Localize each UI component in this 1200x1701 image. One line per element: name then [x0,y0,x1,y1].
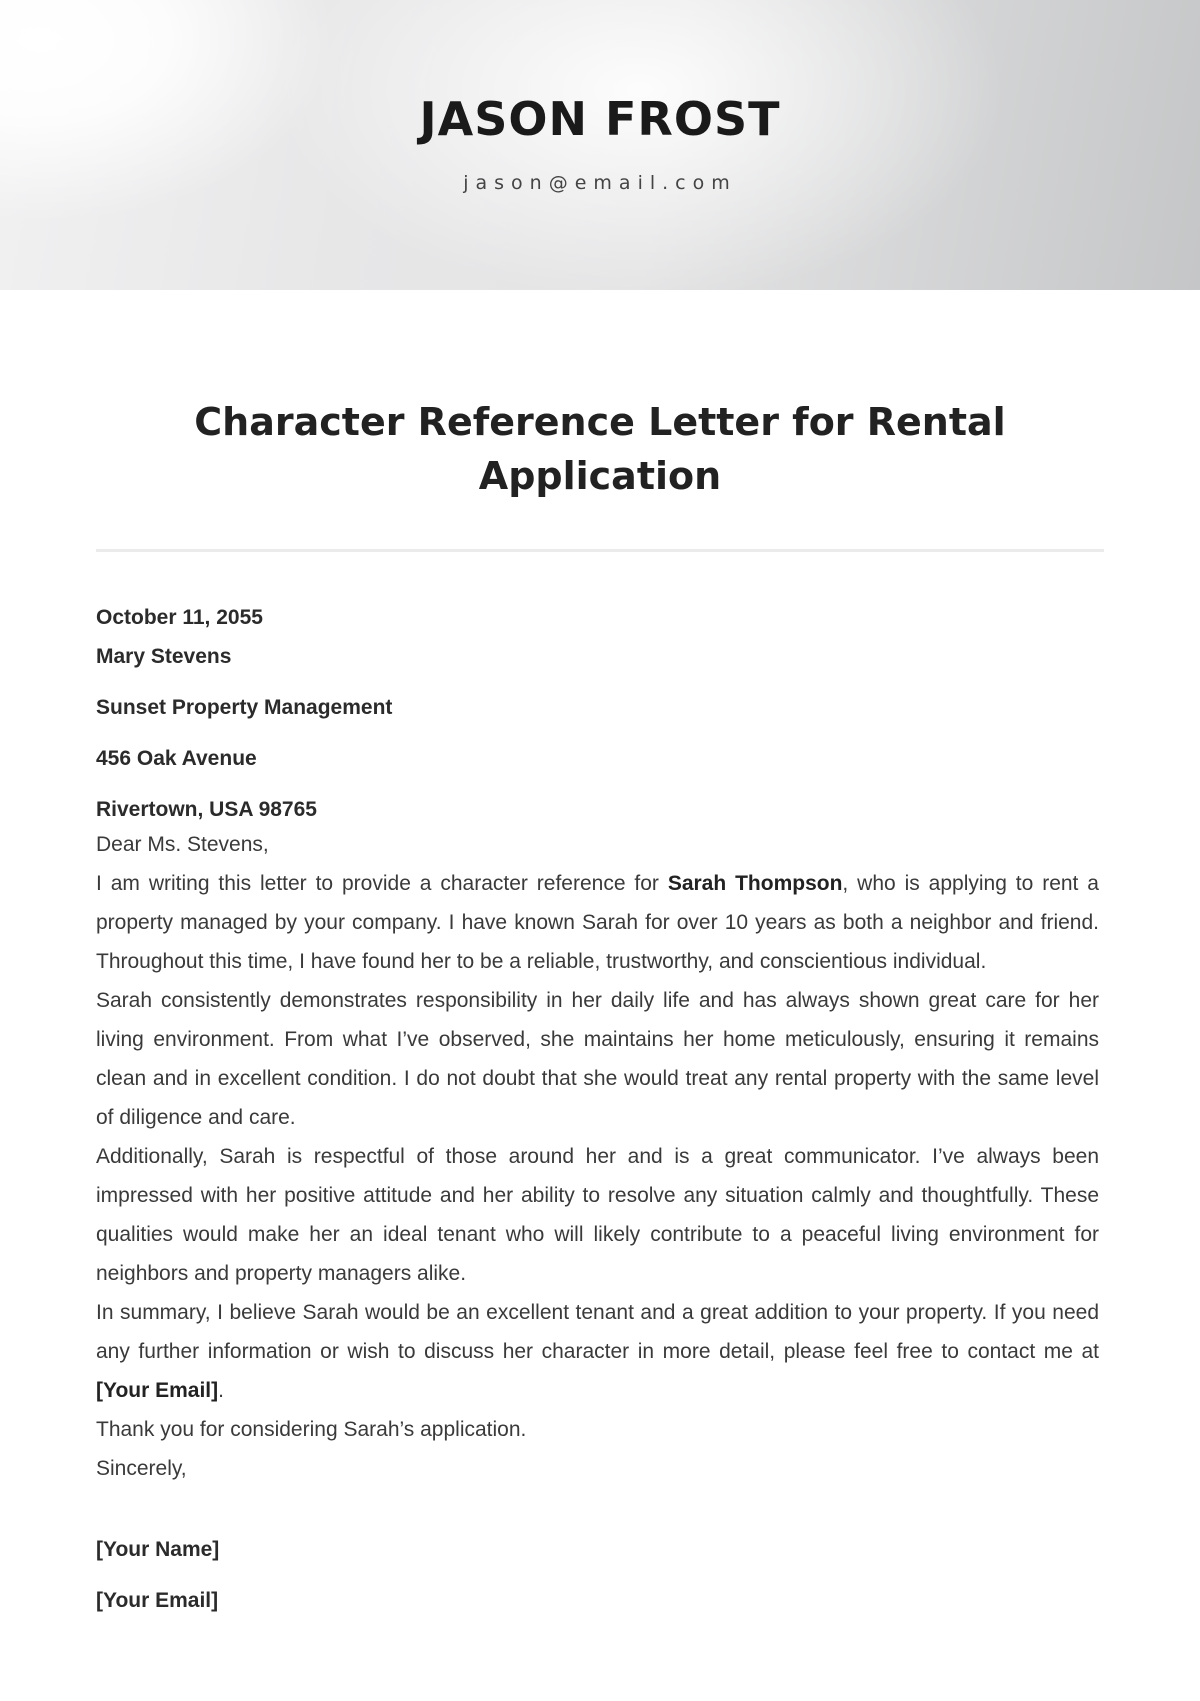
recipient-name: Mary Stevens [96,645,232,668]
paragraph-3: Additionally, Sarah is respectful of those around her and is a great communicator. I’ve always been impressed with her positive attitude and her ability to resolve any situation calmly and thoughtfully. These qualities would make her an ideal tenant who will likely contribute to a peaceful living environment for neighbors and property managers alike. [96,1145,1099,1285]
thanks-line: Thank you for considering Sarah’s application. [96,1418,527,1441]
document-title: Character Reference Letter for Rental Application [194,400,1006,498]
sender-email: jason@email.com [463,172,737,194]
letter-body [96,603,1099,1616]
paragraph-4-intro: In summary, I believe Sarah would be an excellent tenant and a great addition to your property. If you need any further information or wish to discuss her character in more detail, please feel free to contact me at [96,1301,1099,1363]
recipient-city: Rivertown, USA 98765 [96,798,317,821]
paragraph-1-rest: , who is applying to rent a property managed by your company. I have known Sarah for over 10 years as both a neighbor and friend. Throughout this time, I have found her to be a reliable, trustworthy, and conscientious individual. [96,872,1099,973]
salutation: Dear Ms. Stevens, [96,833,269,856]
recipient-street: 456 Oak Avenue [96,747,257,770]
paragraph-4 [96,1293,1099,1410]
contact-email-placeholder: [Your Email] [96,1379,219,1402]
signature-email: [Your Email] [96,1589,219,1612]
letterhead [0,0,1200,290]
closing: Sincerely, [96,1457,187,1480]
paragraph-1 [96,864,1099,981]
sender-name: JASON FROST [419,92,781,146]
letter-date: October 11, 2055 [96,606,263,629]
title-divider [96,549,1104,552]
paragraph-4-end: . [218,1379,224,1402]
signature-name: [Your Name] [96,1538,220,1561]
recipient-company: Sunset Property Management [96,696,393,719]
applicant-name: Sarah Thompson [667,872,843,895]
paragraph-2: Sarah consistently demonstrates responsibility in her daily life and has always shown great care for her living environment. From what I’ve observed, she maintains her home meticulously, ensuring it remains clean and in excellent condition. I do not doubt that she would treat any rental property with the same level of diligence and care. [96,989,1099,1129]
paragraph-1-intro: I am writing this letter to provide a character reference for [96,872,668,895]
